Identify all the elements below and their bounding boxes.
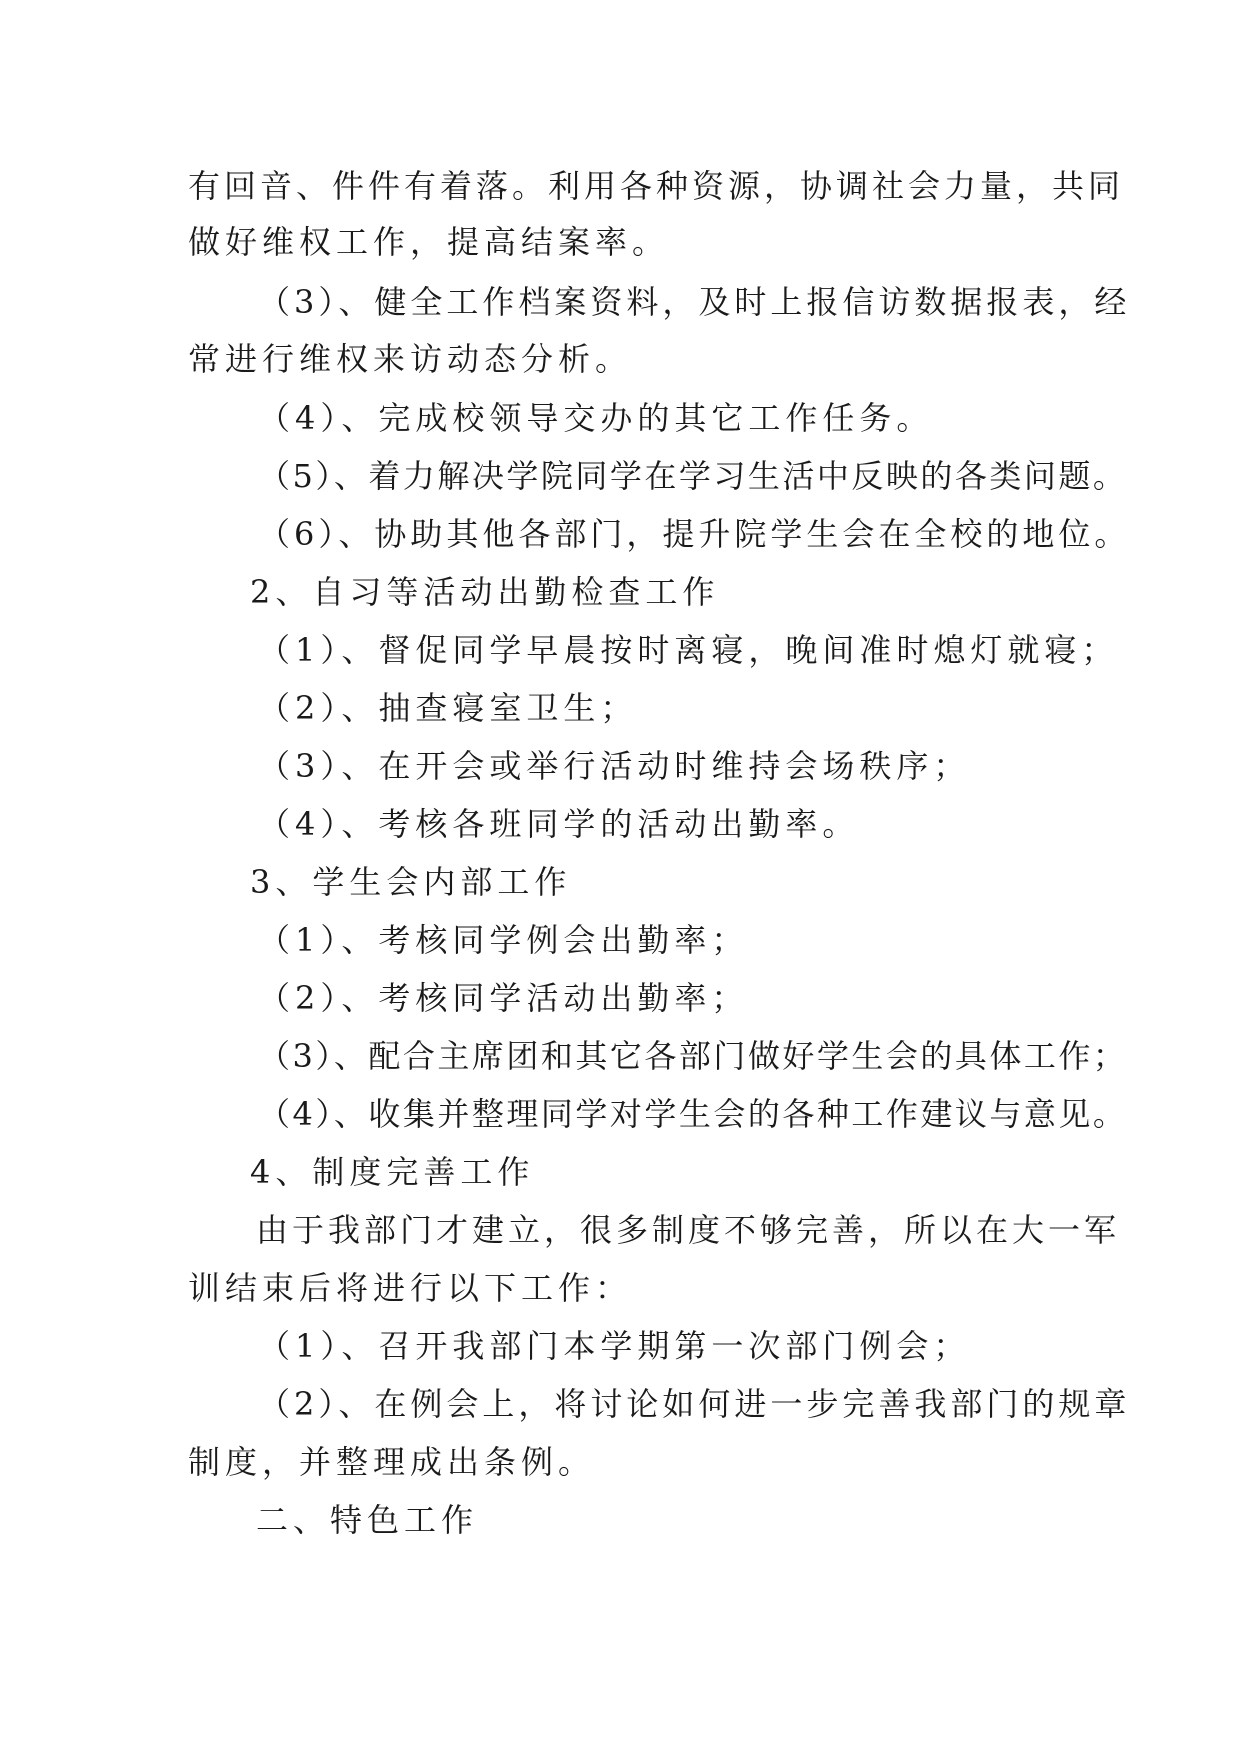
section-heading: 4、制度完善工作: [250, 1153, 535, 1191]
text-line: 常进行维权来访动态分析。: [188, 340, 633, 378]
text-line: 有回音、件件有着落。利用各种资源，协调社会力量，共同: [188, 167, 1125, 205]
text-line: （1）、督促同学早晨按时离寝，晚间准时熄灯就寝；: [258, 631, 1119, 669]
text-line: （3）、健全工作档案资料，及时上报信访数据报表，经: [258, 283, 1131, 321]
section-heading: 2、自习等活动出勤检查工作: [250, 573, 720, 611]
text-line: 做好维权工作，提高结案率。: [188, 223, 670, 261]
text-line: 制度，并整理成出条例。: [188, 1443, 596, 1481]
text-line: （1）、考核同学例会出勤率；: [258, 921, 749, 959]
text-line: （2）、在例会上，将讨论如何进一步完善我部门的规章: [258, 1385, 1131, 1423]
text-line: （2）、考核同学活动出勤率；: [258, 979, 749, 1017]
text-line: 训结束后将进行以下工作：: [188, 1269, 633, 1307]
text-line: （1）、召开我部门本学期第一次部门例会；: [258, 1327, 971, 1365]
text-line: 由于我部门才建立，很多制度不够完善，所以在大一军: [256, 1211, 1121, 1249]
text-line: （6）、协助其他各部门，提升院学生会在全校的地位。: [258, 515, 1131, 553]
text-line: （4）、收集并整理同学对学生会的各种工作建议与意见。: [258, 1095, 1128, 1133]
text-line: （3）、配合主席团和其它各部门做好学生会的具体工作；: [258, 1037, 1128, 1075]
section-heading: 3、学生会内部工作: [250, 863, 572, 901]
text-line: （4）、考核各班同学的活动出勤率。: [258, 805, 860, 843]
section-heading: 二、特色工作: [256, 1501, 479, 1539]
text-line: （2）、抽查寝室卫生；: [258, 689, 638, 727]
text-line: （4）、完成校领导交办的其它工作任务。: [258, 399, 934, 437]
text-line: （3）、在开会或举行活动时维持会场秩序；: [258, 747, 971, 785]
text-line: （5）、着力解决学院同学在学习生活中反映的各类问题。: [258, 457, 1128, 495]
